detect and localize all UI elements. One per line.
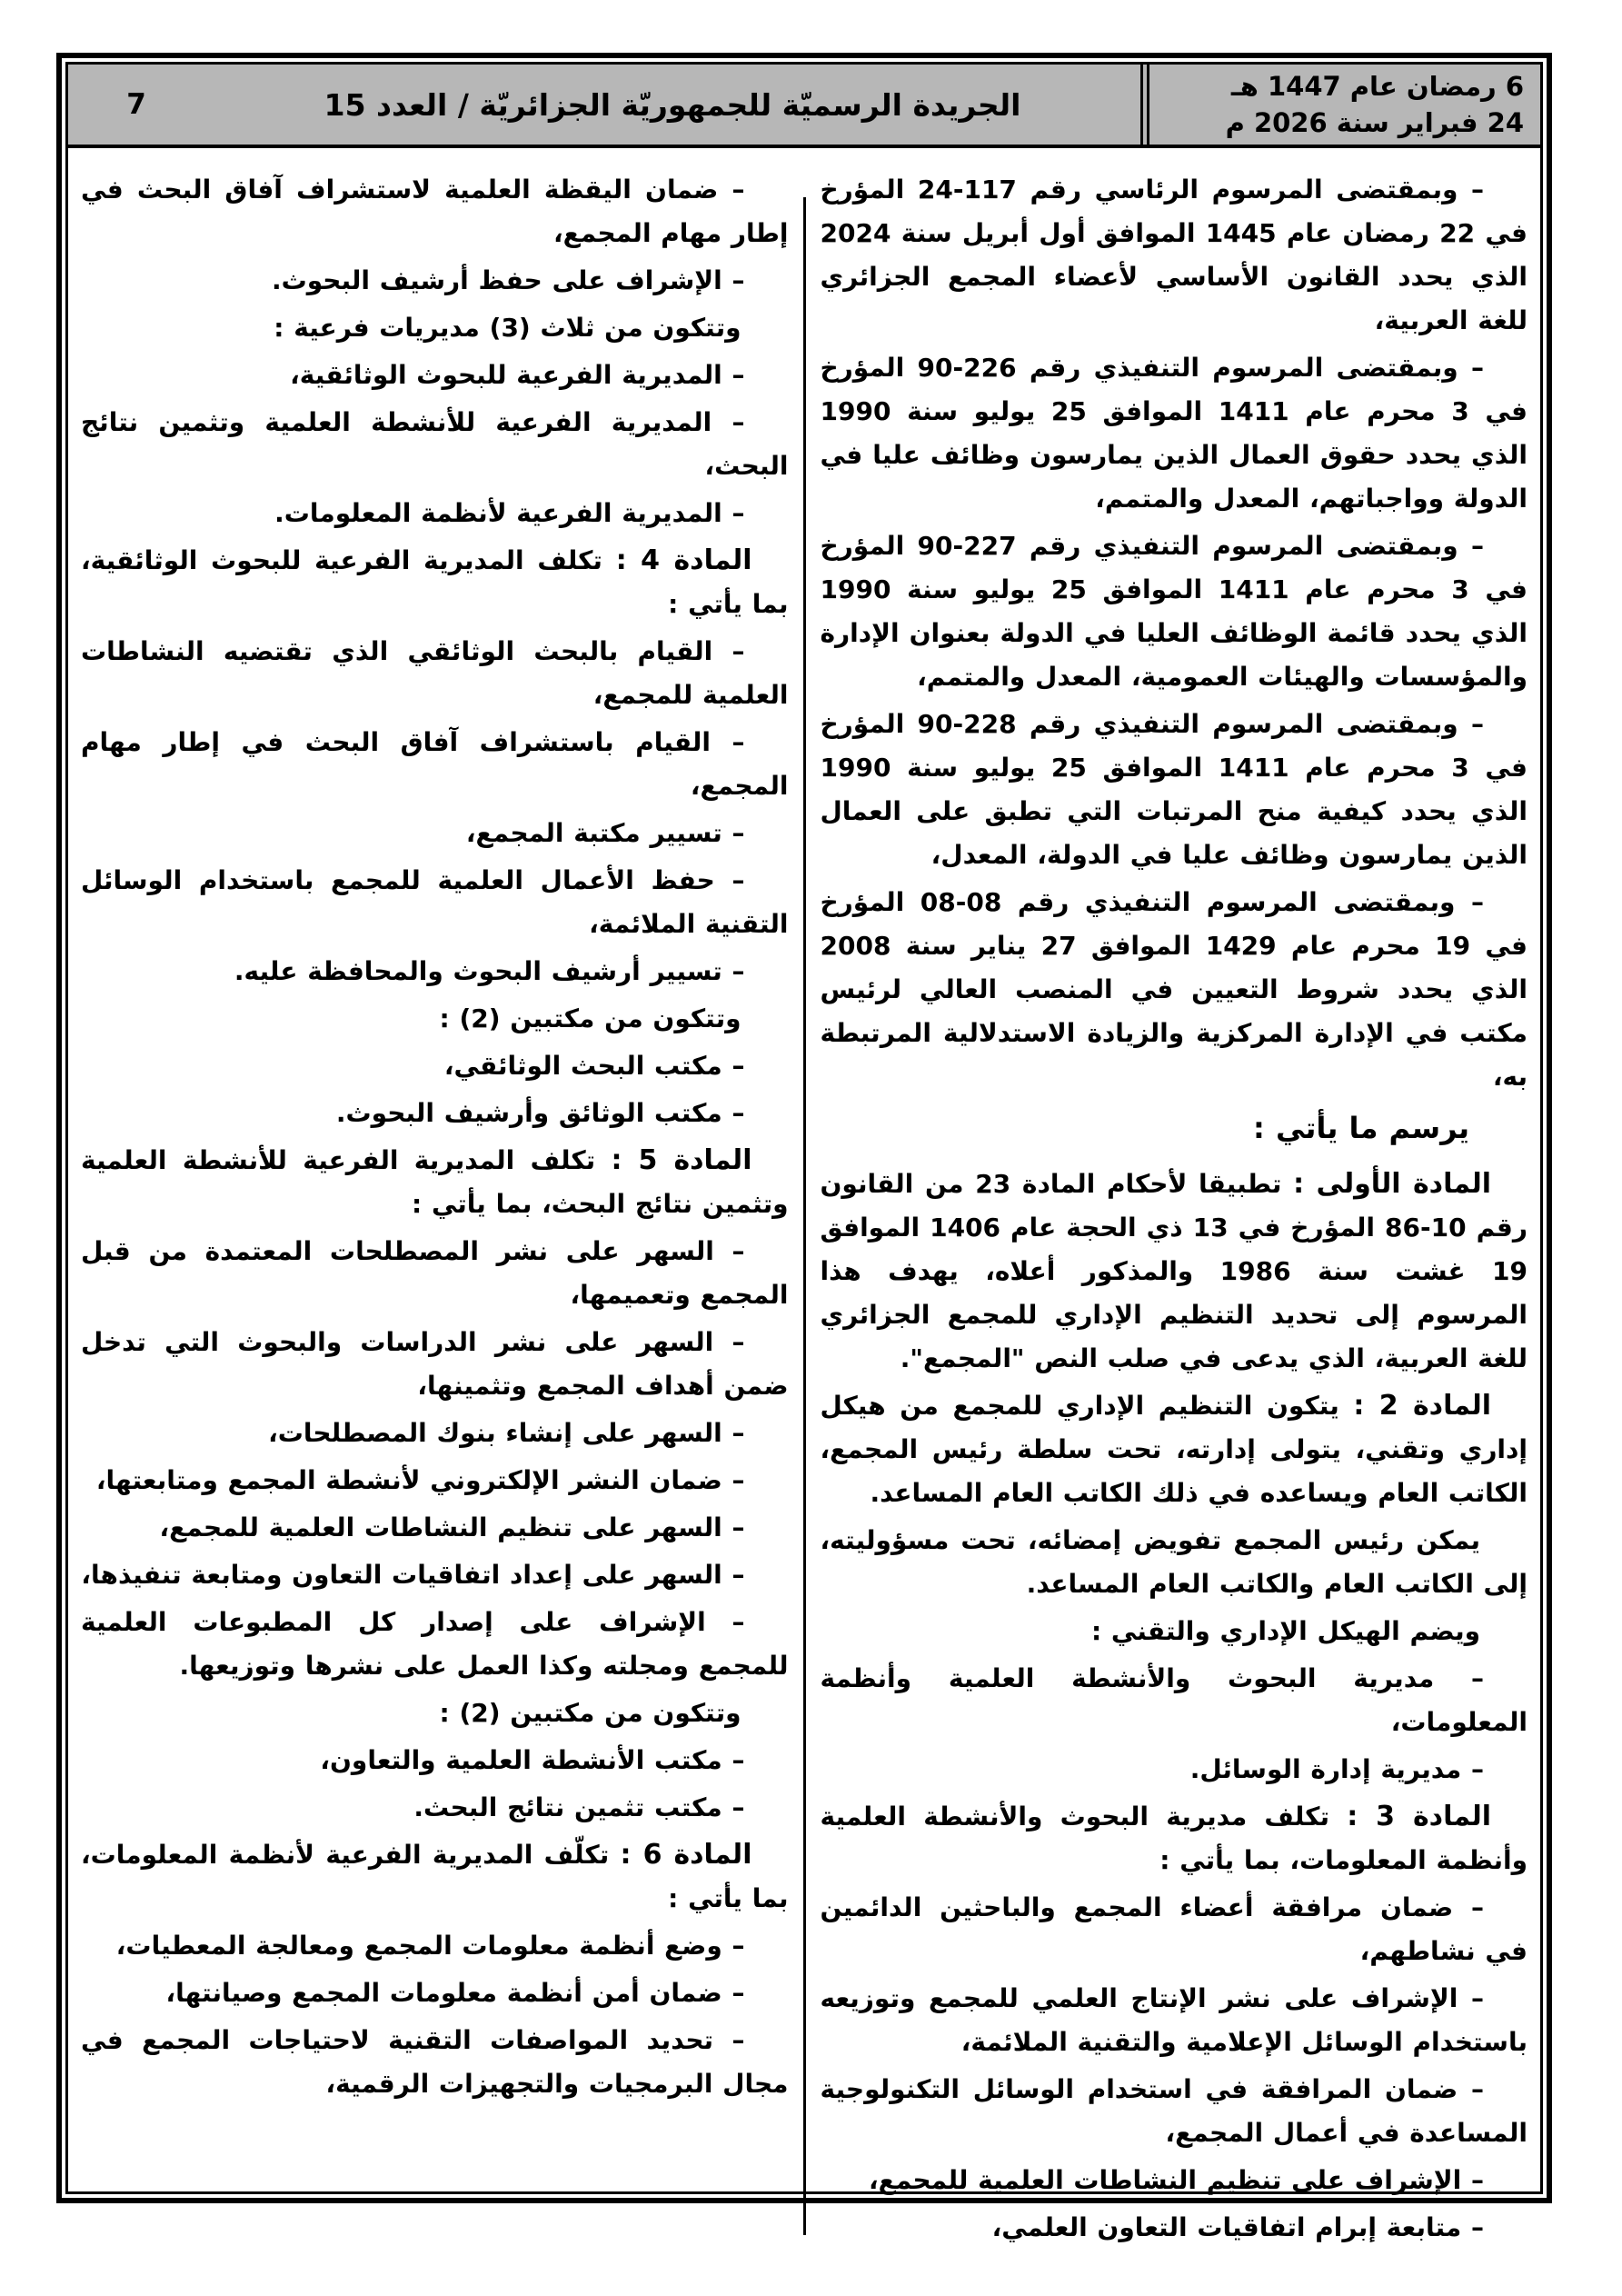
list-item: – المديرية الفرعية لأنظمة المعلومات. xyxy=(274,498,745,528)
list-item: – مديرية إدارة الوسائل. xyxy=(1189,1754,1484,1784)
list-item: – تسيير مكتبة المجمع، xyxy=(465,818,745,848)
article-paragraph: المادة 4 : تكلف المديرية الفرعية للبحوث الوثائقية، بما يأتي : xyxy=(81,544,789,619)
list-item: – السهر على نشر المصطلحات المعتمدة من قبل المجمع وتعميمها، xyxy=(81,1236,789,1310)
list-item: – تحديد المواصفات التقنية لاحتياجات المجمع في مجال البرمجيات والتجهيزات الرقمية، xyxy=(81,2025,789,2099)
article-paragraph: المادة الأولى : تطبيقا لأحكام المادة 23 من القانون رقم 10-86 المؤرخ في 13 ذي الحجة عام 1406 الموافق 19 غشت سنة 1986 والمذكور أعلاه، يهدف هذا المرسوم إلى تحديد التنظيم الإداري للمجمع الجزائري للغة العربية، الذي يدعى في صلب النص "المجمع". xyxy=(820,1168,1527,1373)
list-item: – الإشراف على تنظيم النشاطات العلمية للمجمع، xyxy=(868,2165,1484,2195)
decree-heading: يرسم ما يأتي : xyxy=(1253,1111,1469,1145)
page-content xyxy=(68,148,1540,2262)
list-item: – الإشراف على نشر الإنتاج العلمي للمجمع وتوزيعه باستخدام الوسائل الإعلامية والتقنية الملائمة، xyxy=(820,1983,1527,2057)
paragraph: ويضم الهيكل الإداري والتقني : xyxy=(1090,1616,1480,1646)
gazette-header xyxy=(68,65,1540,148)
list-item: – السهر على نشر الدراسات والبحوث التي تدخل ضمن أهداف المجمع وتثمينها، xyxy=(81,1327,789,1401)
list-item: – الإشراف على حفظ أرشيف البحوث. xyxy=(271,265,745,295)
list-item: – وبمقتضى المرسوم الرئاسي رقم 117-24 المؤرخ في 22 رمضان عام 1445 الموافق أول أبريل سنة 2024 الذي يحدد القانون الأساسي لأعضاء المجمع الجزائري للغة العربية، xyxy=(820,175,1527,335)
paragraph: وتتكون من مكتبين (2) : xyxy=(439,1003,741,1033)
list-item: – القيام باستشراف آفاق البحث في إطار مهام المجمع، xyxy=(81,727,789,801)
list-item: – السهر على إنشاء بنوك المصطلحات، xyxy=(268,1418,745,1448)
page-number: 7 xyxy=(126,88,146,121)
column-left xyxy=(81,168,789,2253)
list-item: – وبمقتضى المرسوم التنفيذي رقم 08-08 المؤرخ في 19 محرم عام 1429 الموافق 27 يناير سنة 2008 الذي يحدد شروط التعيين في المنصب العالي لرئيس مكتب في الإدارة المركزية والزيادة الاستدلالية المرتبطة به، xyxy=(820,887,1527,1092)
list-item: – ضمان اليقظة العلمية لاستشراف آفاق البحث في إطار مهام المجمع، xyxy=(81,175,789,248)
list-item: – مكتب البحث الوثائقي، xyxy=(443,1051,745,1081)
list-item: – السهر على إعداد اتفاقيات التعاون ومتابعة تنفيذها، xyxy=(81,1560,745,1590)
list-item: – مكتب الوثائق وأرشيف البحوث. xyxy=(335,1098,745,1128)
article-label: المادة 3 : xyxy=(1347,1801,1491,1832)
list-item: – ضمان أمن أنظمة معلومات المجمع وصيانتها، xyxy=(165,1978,745,2008)
hijri-date: 6 رمضان عام 1447 هـ xyxy=(1230,71,1524,102)
list-item: – السهر على تنظيم النشاطات العلمية للمجمع، xyxy=(159,1512,745,1542)
list-item: – وضع أنظمة معلومات المجمع ومعالجة المعطيات، xyxy=(115,1931,745,1961)
list-item: – ضمان مرافقة أعضاء المجمع والباحثين الدائمين في نشاطهم، xyxy=(820,1892,1527,1966)
list-item: – مديرية البحوث والأنشطة العلمية وأنظمة المعلومات، xyxy=(820,1663,1527,1737)
article-label: المادة الأولى : xyxy=(1293,1168,1492,1200)
list-item: – وبمقتضى المرسوم التنفيذي رقم 226-90 المؤرخ في 3 محرم عام 1411 الموافق 25 يوليو سنة 1990 الذي يحدد حقوق العمال الذين يمارسون وظائف عليا في الدولة وواجباتهم، المعدل والمتمم، xyxy=(820,353,1527,514)
gregorian-date: 24 فبراير سنة 2026 م xyxy=(1225,107,1524,138)
list-item: – مكتب تثمين نتائج البحث. xyxy=(413,1792,745,1822)
paragraph: وتتكون من مكتبين (2) : xyxy=(439,1698,741,1728)
header-dates xyxy=(1140,65,1540,145)
list-item: – القيام بالبحث الوثائقي الذي تقتضيه النشاطات العلمية للمجمع، xyxy=(81,636,789,710)
article-paragraph: المادة 3 : تكلف مديرية البحوث والأنشطة العلمية وأنظمة المعلومات، بما يأتي : xyxy=(820,1801,1527,1875)
article-paragraph: المادة 6 : تكلّف المديرية الفرعية لأنظمة المعلومات، بما يأتي : xyxy=(81,1839,789,1913)
article-label: المادة 4 : xyxy=(615,544,752,576)
article-paragraph: المادة 5 : تكلف المديرية الفرعية للأنشطة العلمية وتثمين نتائج البحث، بما يأتي : xyxy=(81,1144,789,1219)
paragraph: يمكن رئيس المجمع تفويض إمضائه، تحت مسؤوليته، إلى الكاتب العام والكاتب العام المساعد. xyxy=(820,1525,1527,1599)
list-item: – المديرية الفرعية للبحوث الوثائقية، xyxy=(290,360,745,390)
list-item: – ضمان المرافقة في استخدام الوسائل التكنولوجية المساعدة في أعمال المجمع، xyxy=(820,2074,1527,2148)
article-label: المادة 2 : xyxy=(1353,1390,1491,1422)
list-item: – الإشراف على إصدار كل المطبوعات العلمية للمجمع ومجلته وكذا العمل على نشرها وتوزيعها. xyxy=(81,1607,789,1681)
article-label: المادة 5 : xyxy=(611,1144,752,1176)
journal-title: الجريدة الرسميّة للجمهوريّة الجزائريّة / العدد 15 xyxy=(323,86,1021,123)
list-item: – متابعة إبرام اتفاقيات التعاون العلمي، xyxy=(991,2212,1484,2242)
list-item: – وبمقتضى المرسوم التنفيذي رقم 227-90 المؤرخ في 3 محرم عام 1411 الموافق 25 يوليو سنة 1990 الذي يحدد قائمة الوظائف العليا في الدولة بعنوان الإدارة والمؤسسات والهيئات العمومية، المعدل والمتمم، xyxy=(820,531,1527,692)
list-item: – المديرية الفرعية للأنشطة العلمية وتثمين نتائج البحث، xyxy=(81,407,789,481)
article-paragraph: المادة 2 : يتكون التنظيم الإداري للمجمع من هيكل إداري وتقني، يتولى إدارته، تحت سلطة رئيس المجمع، الكاتب العام ويساعده في ذلك الكاتب العام المساعد. xyxy=(820,1390,1527,1508)
list-item: – وبمقتضى المرسوم التنفيذي رقم 228-90 المؤرخ في 3 محرم عام 1411 الموافق 25 يوليو سنة 1990 الذي يحدد كيفية منح المرتبات التي تطبق على العمال الذين يمارسون وظائف عليا في الدولة، المعدل، xyxy=(820,709,1527,870)
list-item: – تسيير أرشيف البحوث والمحافظة عليه. xyxy=(234,956,745,986)
list-item: – حفظ الأعمال العلمية للمجمع باستخدام الوسائل التقنية الملائمة، xyxy=(81,865,789,939)
article-label: المادة 6 : xyxy=(620,1839,752,1871)
paragraph: وتتكون من ثلاث (3) مديريات فرعية : xyxy=(274,313,741,343)
column-right xyxy=(821,168,1528,2253)
column-separator xyxy=(803,197,806,2235)
page-frame xyxy=(56,53,1552,2242)
list-item: – ضمان النشر الإلكتروني لأنشطة المجمع ومتابعتها، xyxy=(95,1465,745,1495)
list-item: – مكتب الأنشطة العلمية والتعاون، xyxy=(320,1745,745,1775)
page-frame-inner xyxy=(65,62,1543,2242)
